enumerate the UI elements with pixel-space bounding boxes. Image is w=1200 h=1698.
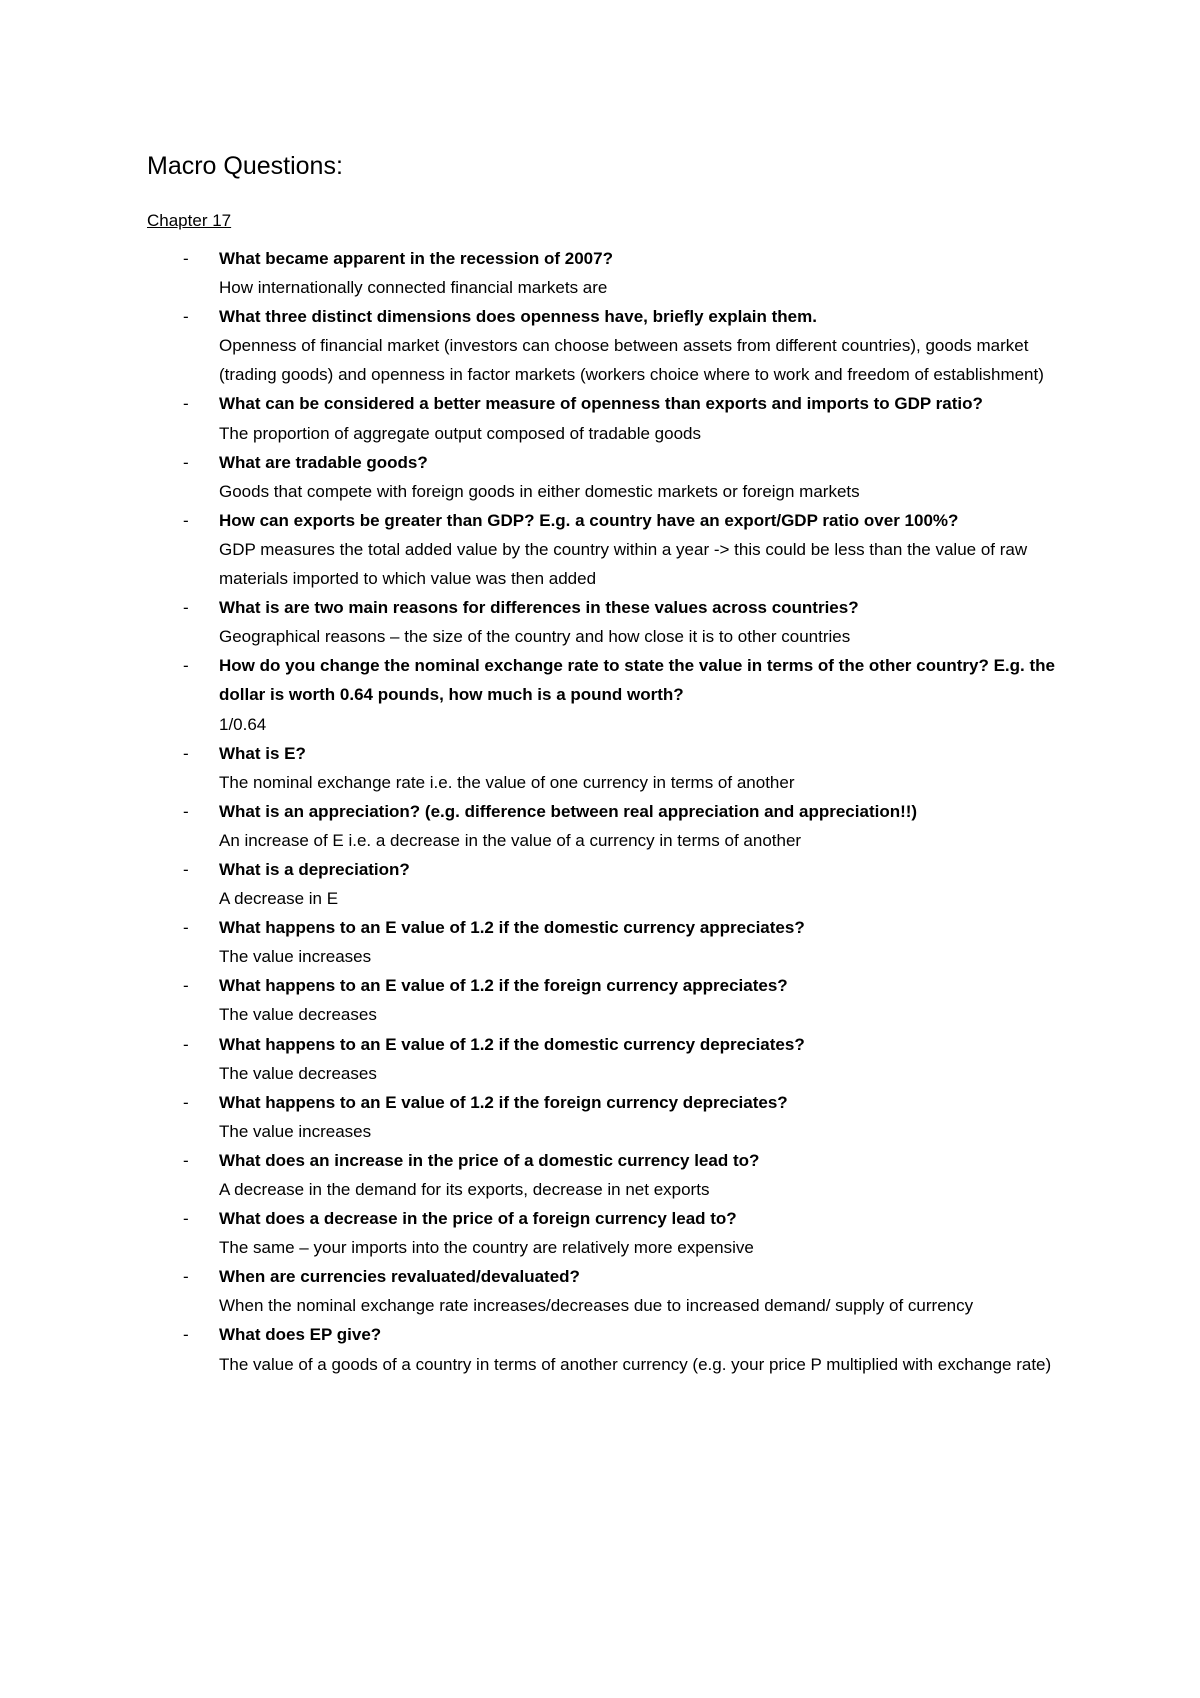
question-text: What can be considered a better measure of openness than exports and imports to GDP ratio? [219, 394, 983, 414]
list-item [147, 913, 1067, 971]
list-item [147, 244, 1067, 302]
bullet-dash: - [183, 598, 189, 618]
question-text: What is an appreciation? (e.g. difference between real appreciation and appreciation!!) [219, 801, 918, 821]
question-text: How do you change the nominal exchange rate to state the value in terms of the other country? E.g. the dollar is worth 0.64 pounds, how much is a pound worth? [219, 656, 1055, 705]
question-text: What happens to an E value of 1.2 if the foreign currency appreciates? [219, 976, 788, 996]
answer-text: When the nominal exchange rate increases/decreases due to increased demand/ supply of currency [219, 1296, 974, 1316]
document-title: Macro Questions: [147, 152, 343, 180]
bullet-dash: - [183, 656, 189, 676]
question-text: What are tradable goods? [219, 452, 428, 472]
list-item [147, 1262, 1067, 1320]
list-item [147, 1204, 1067, 1262]
list-item [147, 389, 1067, 447]
question-text: What is a depreciation? [219, 859, 410, 879]
answer-text: The nominal exchange rate i.e. the value of one currency in terms of another [219, 772, 795, 792]
answer-text: The proportion of aggregate output composed of tradable goods [219, 423, 702, 443]
answer-text: A decrease in E [219, 889, 339, 909]
list-item [147, 1030, 1067, 1088]
question-text: How can exports be greater than GDP? E.g. a country have an export/GDP ratio over 100%? [219, 510, 959, 530]
bullet-dash: - [183, 452, 189, 472]
answer-text: GDP measures the total added value by the country within a year -> this could be less than the value of raw materials imported to which value was then added [219, 539, 1028, 589]
answer-text: 1/0.64 [219, 714, 267, 734]
answer-text: The same – your imports into the country are relatively more expensive [219, 1238, 754, 1258]
question-text: What happens to an E value of 1.2 if the domestic currency appreciates? [219, 918, 805, 938]
list-item [147, 797, 1067, 855]
list-item [147, 302, 1067, 389]
list-item [147, 506, 1067, 593]
list-item [147, 448, 1067, 506]
bullet-dash: - [183, 510, 189, 530]
bullet-dash: - [183, 394, 189, 414]
answer-text: Geographical reasons – the size of the country and how close it is to other countries [219, 627, 851, 647]
bullet-dash: - [183, 1325, 189, 1345]
bullet-dash: - [183, 801, 189, 821]
answer-text: The value decreases [219, 1063, 377, 1083]
bullet-dash: - [183, 859, 189, 879]
question-text: What does an increase in the price of a domestic currency lead to? [219, 1150, 760, 1170]
question-text: What three distinct dimensions does openness have, briefly explain them. [219, 307, 817, 327]
answer-text: Openness of financial market (investors can choose between assets from different countries), goods market (trading goods) and openness in factor markets (workers choice where to work and freedom of establishment) [219, 336, 1044, 385]
list-item [147, 855, 1067, 913]
question-text: What happens to an E value of 1.2 if the foreign currency depreciates? [219, 1092, 788, 1112]
question-text: What happens to an E value of 1.2 if the domestic currency depreciates? [219, 1034, 805, 1054]
document-page [147, 150, 1067, 1379]
list-item [147, 739, 1067, 797]
question-text: What became apparent in the recession of 2007? [219, 249, 613, 268]
list-item [147, 1088, 1067, 1146]
chapter-heading: Chapter 17 [147, 211, 232, 230]
bullet-dash: - [183, 249, 189, 268]
bullet-dash: - [183, 1092, 189, 1112]
bullet-dash: - [183, 976, 189, 996]
bullet-dash: - [183, 743, 189, 763]
bullet-dash: - [183, 1150, 189, 1170]
answer-text: How internationally connected financial markets are [219, 278, 608, 298]
answer-text: An increase of E i.e. a decrease in the value of a currency in terms of another [219, 830, 802, 850]
bullet-dash: - [183, 1267, 189, 1287]
question-list [147, 244, 1067, 1379]
bullet-dash: - [183, 1034, 189, 1054]
answer-text: A decrease in the demand for its exports, decrease in net exports [219, 1180, 710, 1199]
answer-text: The value increases [219, 1121, 372, 1141]
answer-text: Goods that compete with foreign goods in either domestic markets or foreign markets [219, 481, 860, 501]
list-item [147, 971, 1067, 1029]
bullet-dash: - [183, 918, 189, 938]
bullet-dash: - [183, 1209, 189, 1229]
list-item [147, 651, 1067, 738]
list-item [147, 1146, 1067, 1204]
question-text: When are currencies revaluated/devaluated? [219, 1267, 580, 1287]
list-item [147, 1320, 1067, 1378]
answer-text: The value decreases [219, 1005, 377, 1025]
bullet-dash: - [183, 307, 189, 327]
list-item [147, 593, 1067, 651]
answer-text: The value of a goods of a country in terms of another currency (e.g. your price P multiplied with exchange rate) [219, 1354, 1052, 1374]
answer-text: The value increases [219, 947, 372, 967]
question-text: What does a decrease in the price of a foreign currency lead to? [219, 1209, 737, 1229]
question-text: What is E? [219, 743, 306, 763]
question-text: What is are two main reasons for differences in these values across countries? [219, 598, 859, 618]
question-text: What does EP give? [219, 1325, 382, 1345]
